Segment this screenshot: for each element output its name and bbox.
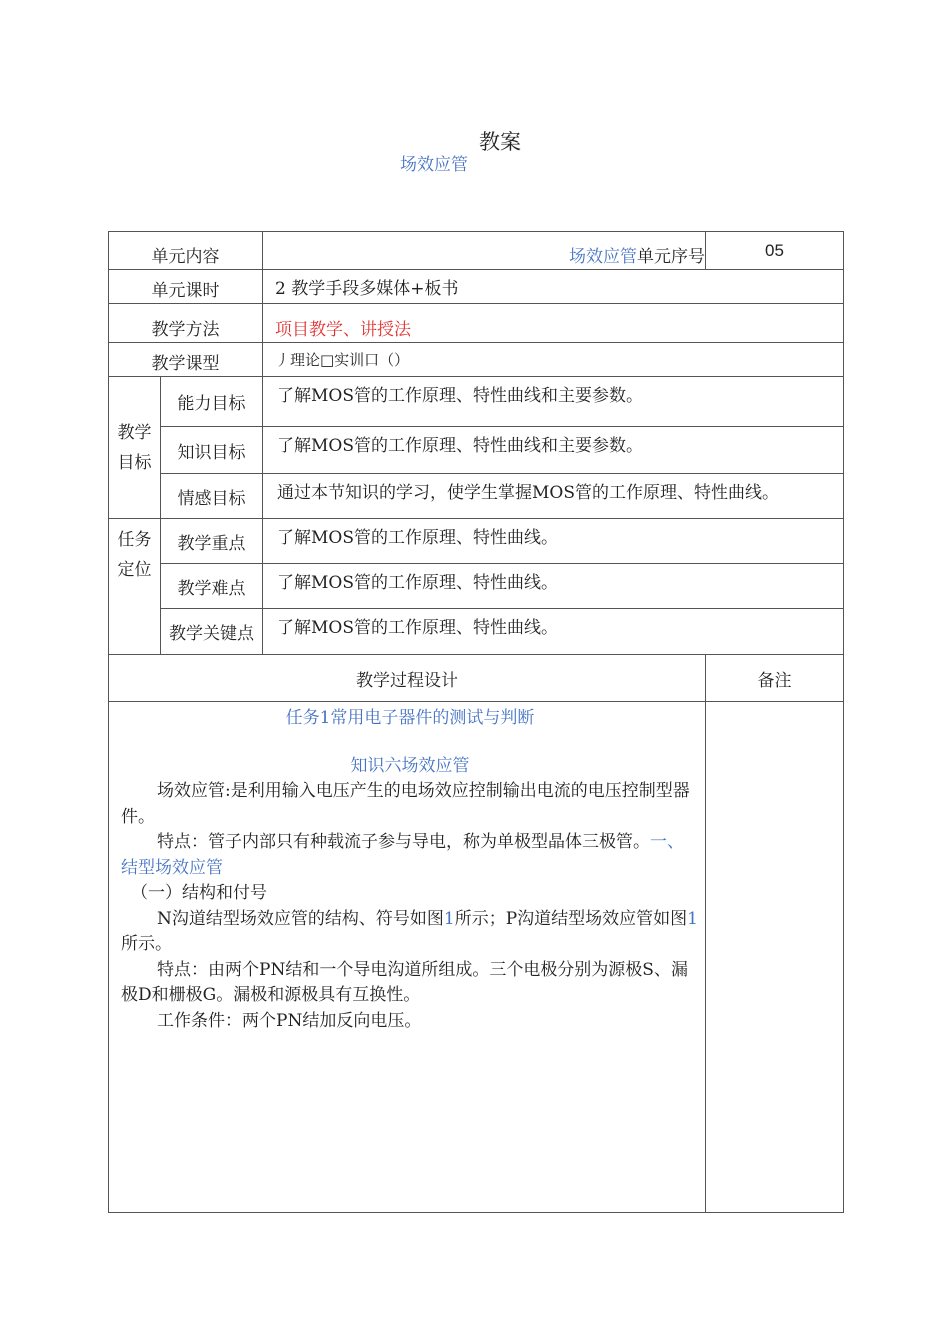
lesson-plan-table xyxy=(108,231,844,1213)
subsection-heading: （一）结构和付号 xyxy=(131,883,267,903)
figure-ref-2: 1 xyxy=(687,908,698,929)
process-body xyxy=(109,702,706,1213)
unit-seq-label: 单元序号 xyxy=(637,247,705,267)
goal-label-ability: 能力目标 xyxy=(161,377,263,427)
hours-value: 2 教学手段多媒体+板书 xyxy=(263,270,844,304)
unit-content-label: 单元内容 xyxy=(109,232,263,270)
paragraph-features: 特点：管子内部只有种载流子参与导电，称为单极型晶体三极管。一、结型场效应管 xyxy=(121,832,684,878)
goal-text-ability: 了解MOS管的工作原理、特性曲线和主要参数。 xyxy=(263,377,844,427)
goal-text-knowledge: 了解MOS管的工作原理、特性曲线和主要参数。 xyxy=(263,427,844,474)
task-title: 任务1常用电子器件的测试与判断 xyxy=(285,708,535,728)
type-value: 丿理论□实训口（） xyxy=(263,343,844,377)
unit-content-value: 场效应管 xyxy=(569,247,637,267)
paragraph-structure: N沟道结型场效应管的结构、符号如图1所示；P沟道结型场效应管如图1所示。 xyxy=(121,908,698,954)
unit-content-cell xyxy=(263,232,706,270)
task-text-critical: 了解MOS管的工作原理、特性曲线。 xyxy=(263,609,844,655)
task-text-key: 了解MOS管的工作原理、特性曲线。 xyxy=(263,519,844,564)
task-label-difficulty: 教学难点 xyxy=(161,564,263,609)
type-label: 教学课型 xyxy=(109,343,263,377)
section-heading-jfet: 一、结型场效应管 xyxy=(121,832,684,878)
goals-group-label: 教学目标 xyxy=(109,377,161,519)
notes-header: 备注 xyxy=(706,655,844,702)
tasks-group-label: 任务定位 xyxy=(109,519,161,655)
document-title: 教案 xyxy=(479,130,521,154)
method-label: 教学方法 xyxy=(109,304,263,343)
goal-label-emotion: 情感目标 xyxy=(161,474,263,519)
goal-text-emotion: 通过本节知识的学习，使学生掌握MOS管的工作原理、特性曲线。 xyxy=(263,474,844,519)
goal-label-knowledge: 知识目标 xyxy=(161,427,263,474)
notes-cell xyxy=(706,702,844,1213)
task-text-difficulty: 了解MOS管的工作原理、特性曲线。 xyxy=(263,564,844,609)
unit-seq-value: 05 xyxy=(706,232,844,270)
method-value: 项目教学、讲授法 xyxy=(263,304,844,343)
document-subtitle: 场效应管 xyxy=(400,155,468,175)
figure-ref-1: 1 xyxy=(443,908,455,929)
knowledge-title: 知识六场效应管 xyxy=(350,755,470,776)
paragraph-definition: 场效应管:是利用输入电压产生的电场效应控制输出电流的电压控制型器件。 xyxy=(121,781,690,827)
hours-label: 单元课时 xyxy=(109,270,263,304)
process-header: 教学过程设计 xyxy=(109,655,706,702)
task-label-key: 教学重点 xyxy=(161,519,263,564)
task-label-critical: 教学关键点 xyxy=(161,609,263,655)
paragraph-conditions: 工作条件：两个PN结加反向电压。 xyxy=(157,1010,422,1031)
paragraph-characteristics: 特点：由两个PN结和一个导电沟道所组成。三个电极分别为源极S、漏极D和栅极G。漏极和源极具有互换性。 xyxy=(121,959,688,1005)
